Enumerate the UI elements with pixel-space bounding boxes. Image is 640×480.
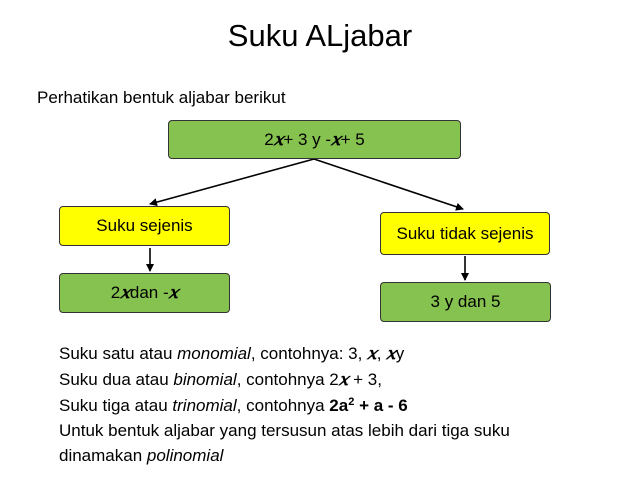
line-text: , contohnya 2	[236, 370, 339, 389]
arrow-root-to-tidak-sejenis	[314, 159, 463, 209]
exponent: 2	[348, 396, 355, 408]
line-text: , contohnya	[236, 396, 330, 415]
line-text: Suku dua atau	[59, 370, 174, 389]
example-part: + a - 6	[354, 396, 408, 415]
variable-x: 𝑥	[367, 344, 377, 364]
expression-box	[168, 120, 461, 159]
suku-sejenis-box	[59, 206, 230, 246]
variable-x: 𝑥	[120, 283, 130, 303]
line-text: + 3,	[348, 370, 382, 389]
line-text: , contohnya: 3,	[250, 344, 368, 363]
line-text: dinamakan	[59, 446, 147, 465]
trinomial-line	[59, 393, 619, 418]
expr-part: + 3 y -	[283, 129, 332, 149]
line-text: ,	[376, 344, 387, 363]
expr-part: + 5	[340, 129, 365, 149]
variable-x: 𝑥	[338, 370, 349, 390]
suku-sejenis-label: Suku sejenis	[96, 216, 193, 235]
line-text: Untuk bentuk aljabar yang tersusun atas lebih dari tiga suku	[59, 421, 510, 440]
sejenis-result-box	[59, 273, 230, 313]
definitions-text	[59, 341, 619, 468]
term-trinomial: trinomial	[172, 396, 237, 415]
variable-x: 𝑥	[168, 283, 179, 303]
polynomial-line-1	[59, 418, 619, 443]
result-part: 2	[110, 283, 121, 302]
result-text: 3 y dan 5	[430, 292, 501, 311]
binomial-line	[59, 367, 619, 393]
example-part: 2a	[329, 396, 349, 415]
term-monomial: monomial	[177, 344, 251, 363]
line-text: y	[395, 344, 405, 363]
tidak-sejenis-result-box	[380, 282, 551, 322]
line-text: Suku satu atau	[59, 344, 178, 363]
polynomial-line-2	[59, 443, 619, 468]
variable-x: 𝑥	[331, 129, 341, 150]
expr-part: 2	[264, 129, 274, 149]
monomial-line	[59, 341, 619, 367]
variable-x: 𝑥	[386, 344, 396, 364]
suku-tidak-sejenis-box	[380, 212, 550, 255]
variable-x: 𝑥	[273, 129, 284, 150]
arrow-root-to-sejenis	[150, 159, 314, 204]
suku-tidak-sejenis-label: Suku tidak sejenis	[396, 223, 534, 243]
slide-title: Suku ALjabar	[227, 18, 413, 53]
line-text: Suku tiga atau	[59, 396, 173, 415]
intro-text: Perhatikan bentuk aljabar berikut	[37, 88, 286, 107]
term-polinomial: polinomial	[146, 446, 224, 465]
result-part: dan -	[129, 283, 169, 302]
trinomial-example	[329, 396, 407, 415]
term-binomial: binomial	[173, 370, 237, 389]
